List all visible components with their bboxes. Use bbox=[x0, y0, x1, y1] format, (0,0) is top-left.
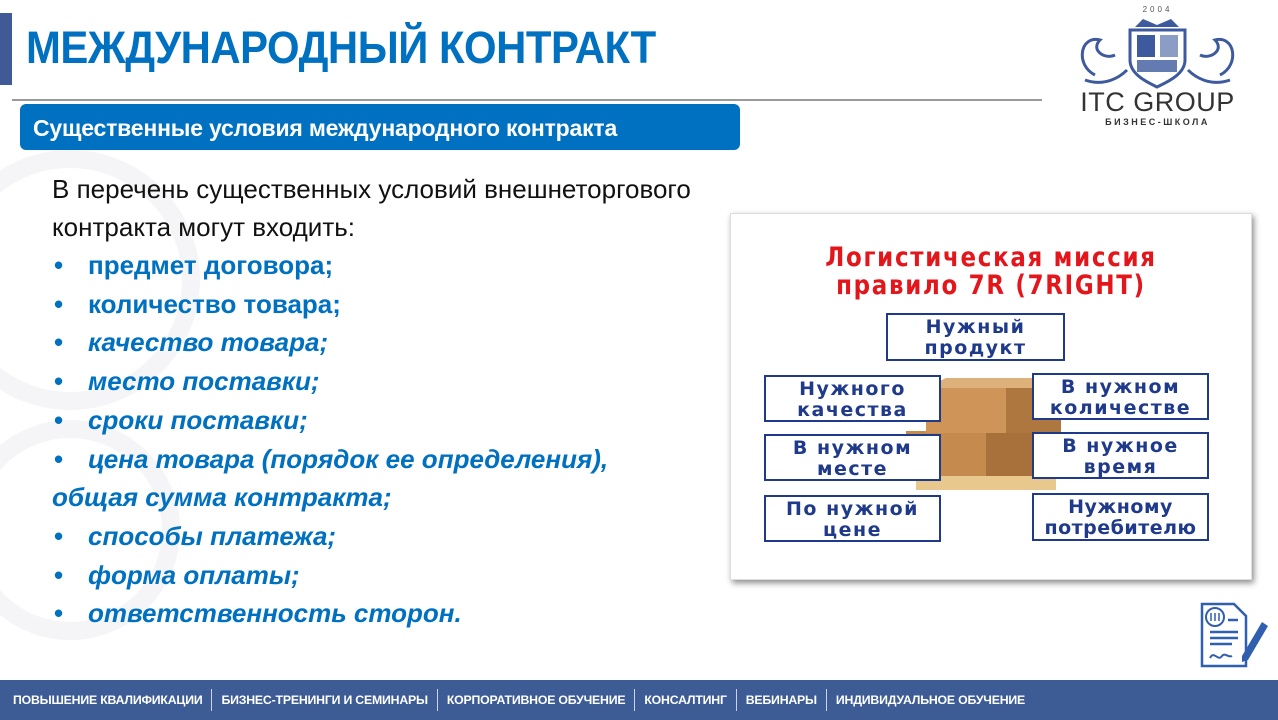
logo-year: 2004 bbox=[1142, 5, 1173, 14]
item-text: количество товара; bbox=[88, 288, 341, 319]
box-line: цене bbox=[823, 518, 882, 541]
box-line: количестве bbox=[1049, 396, 1192, 419]
intro-line: контракта могут входить: bbox=[52, 212, 356, 242]
coat-of-arms-icon bbox=[1065, 15, 1250, 90]
bullet: • bbox=[54, 443, 64, 474]
box-right-quality bbox=[764, 375, 941, 422]
footer-item-webinars[interactable]: ВЕБИНАРЫ bbox=[737, 689, 827, 711]
header-divider bbox=[12, 99, 1042, 101]
box-line: В нужное bbox=[1062, 434, 1179, 457]
footer-item-corporate[interactable]: КОРПОРАТИВНОЕ ОБУЧЕНИЕ bbox=[438, 689, 635, 711]
list-item bbox=[52, 401, 752, 440]
bullet: • bbox=[54, 520, 64, 551]
intro-text bbox=[52, 170, 752, 246]
bullet: • bbox=[54, 559, 64, 590]
list-item-continuation: общая сумма контракта; bbox=[52, 482, 392, 513]
box-line: Нужный bbox=[925, 316, 1026, 338]
box-line: продукт bbox=[924, 337, 1027, 359]
box-line: Нужного bbox=[799, 377, 906, 400]
box-right-place bbox=[764, 434, 941, 481]
box-line: время bbox=[1083, 455, 1158, 478]
box-line: потребителю bbox=[1044, 517, 1197, 539]
contract-signing-icon bbox=[1198, 600, 1270, 670]
figure-title-line: правило 7R (7RIGHT) bbox=[836, 270, 1146, 301]
box-line: Нужному bbox=[1068, 496, 1173, 518]
footer-item-consulting[interactable]: КОНСАЛТИНГ bbox=[635, 689, 736, 711]
bullet: • bbox=[54, 404, 64, 435]
list-item bbox=[52, 440, 752, 479]
list-item bbox=[52, 285, 752, 324]
box-right-customer bbox=[1032, 493, 1209, 541]
footer-item-individual[interactable]: ИНДИВИДУАЛЬНОЕ ОБУЧЕНИЕ bbox=[835, 693, 1026, 707]
bullet: • bbox=[54, 288, 64, 319]
footer-nav bbox=[0, 680, 1278, 720]
item-text: сроки поставки; bbox=[88, 404, 308, 435]
intro-line: В перечень существенных условий внешнеторгового bbox=[52, 174, 691, 204]
list-item bbox=[52, 246, 752, 285]
item-text: цена товара (порядок ее определения), bbox=[88, 443, 609, 474]
list-item bbox=[52, 517, 752, 556]
logo-name: ITC GROUP bbox=[1080, 87, 1235, 117]
box-line: В нужном bbox=[792, 436, 913, 459]
logo-tagline: БИЗНЕС-ШКОЛА bbox=[1105, 117, 1210, 127]
box-line: месте bbox=[816, 457, 889, 480]
title-accent-bar bbox=[0, 13, 12, 85]
bullet: • bbox=[54, 250, 64, 280]
bullet: • bbox=[54, 598, 64, 629]
box-line: качества bbox=[797, 398, 908, 421]
conditions-list bbox=[52, 170, 752, 633]
item-text: способы платежа; bbox=[88, 520, 337, 551]
box-right-quantity bbox=[1032, 373, 1209, 420]
figure-title-line: Логистическая миссия bbox=[825, 242, 1157, 273]
list-item bbox=[52, 556, 752, 595]
item-text: ответственность сторон. bbox=[88, 598, 462, 629]
list-item bbox=[52, 362, 752, 401]
box-right-price bbox=[764, 495, 941, 542]
box-right-time bbox=[1032, 432, 1209, 479]
logistics-7r-figure bbox=[730, 213, 1252, 580]
item-text: место поставки; bbox=[88, 366, 320, 397]
page-title: МЕЖДУНАРОДНЫЙ КОНТРАКТ bbox=[26, 22, 656, 73]
box-right-product bbox=[886, 313, 1065, 361]
list-item bbox=[52, 323, 752, 362]
itc-group-logo bbox=[1065, 5, 1250, 130]
item-text: предмет договора; bbox=[88, 250, 334, 280]
footer-item-qualification[interactable]: ПОВЫШЕНИЕ КВАЛИФИКАЦИИ bbox=[4, 689, 212, 711]
item-text: качество товара; bbox=[88, 327, 329, 358]
bullet: • bbox=[54, 327, 64, 358]
figure-title bbox=[770, 244, 1212, 300]
box-line: По нужной bbox=[786, 497, 919, 520]
section-subtitle: Существенные условия международного контракта bbox=[20, 104, 740, 150]
footer-item-trainings[interactable]: БИЗНЕС-ТРЕНИНГИ И СЕМИНАРЫ bbox=[212, 689, 437, 711]
list-item bbox=[52, 594, 752, 633]
bullet: • bbox=[54, 366, 64, 397]
item-text: форма оплаты; bbox=[88, 559, 300, 590]
box-line: В нужном bbox=[1060, 375, 1181, 398]
